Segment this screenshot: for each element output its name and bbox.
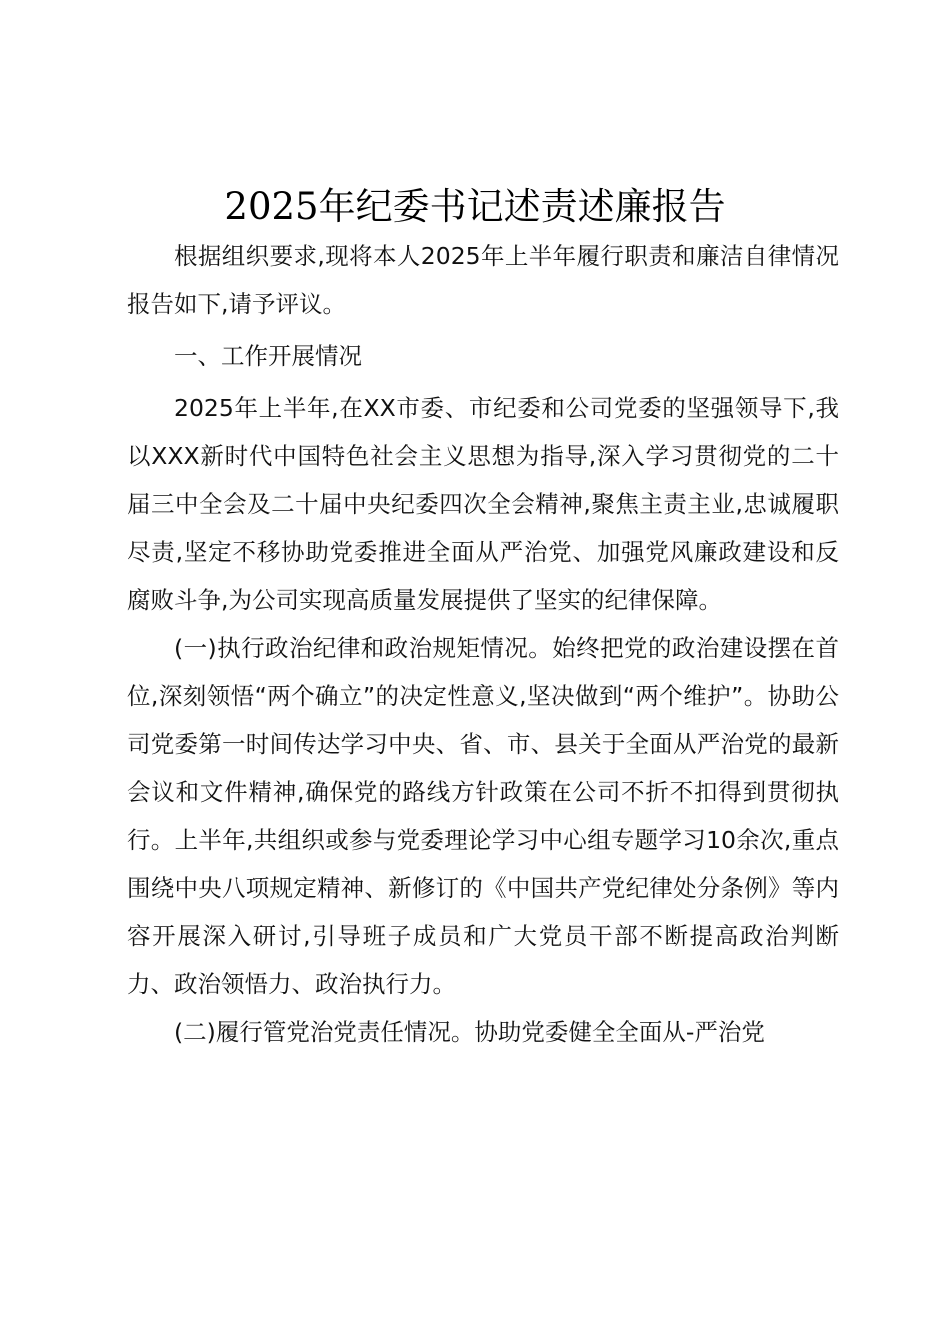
section-heading-work: 一、工作开展情况 [174,342,362,370]
party-governance-paragraph: (二)履行管党治党责任情况。协助党委健全全面从-严治党 [174,1018,765,1046]
document-body [127,232,839,1056]
document-title: 2025年纪委书记述责述廉报告 [224,185,726,228]
overview-paragraph: 2025年上半年,在XX市委、市纪委和公司党委的坚强领导下,我以XXX新时代中国特色社会主义思想为指导,深入学习贯彻党的二十届三中全会及二十届中央纪委四次全会精神,聚焦主责主业,忠诚履职尽责,坚定不移协助党委推进全面从严治党、加强党风廉政建设和反腐败斗争,为公司实现高质量发展提供了坚实的纪律保障。 [127,394,839,614]
political-discipline-paragraph: (一)执行政治纪律和政治规矩情况。始终把党的政治建设摆在首位,深刻领悟“两个确立”的决定性意义,坚决做到“两个维护”。协助公司党委第一时间传达学习中央、省、市、县关于全面从严治党的最新会议和文件精神,确保党的路线方针政策在公司不折不扣得到贯彻执行。上半年,共组织或参与党委理论学习中心组专题学习10余次,重点围绕中央八项规定精神、新修订的《中国共产党纪律处分条例》等内容开展深入研讨,引导班子成员和广大党员干部不断提高政治判断力、政治领悟力、政治执行力。 [127,634,839,998]
intro-paragraph: 根据组织要求,现将本人2025年上半年履行职责和廉洁自律情况报告如下,请予评议。 [127,242,839,318]
